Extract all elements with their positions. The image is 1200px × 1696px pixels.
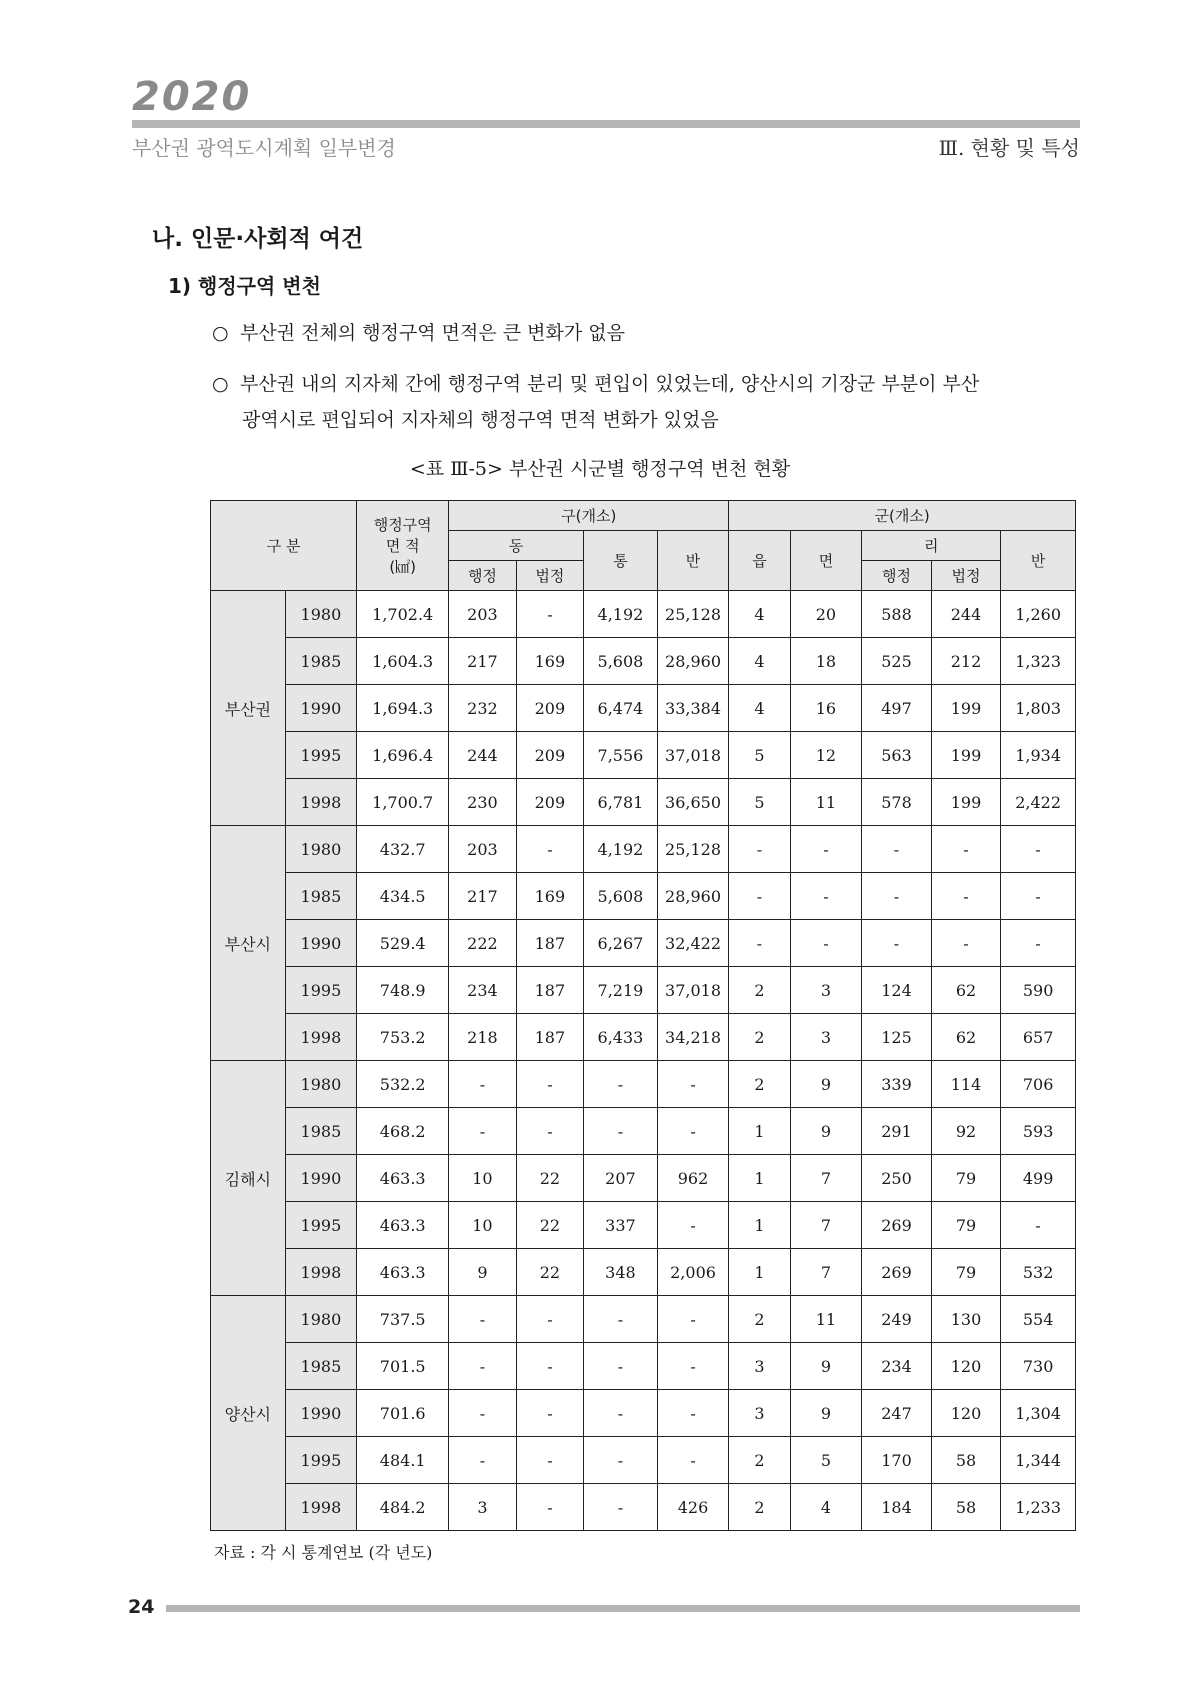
- table-cell: 32,422: [657, 920, 729, 967]
- table-cell: -: [516, 826, 583, 873]
- table-cell: -: [790, 920, 862, 967]
- table-row: [211, 1249, 1076, 1296]
- table-cell: 4: [729, 685, 790, 732]
- table-cell: 432.7: [357, 826, 449, 873]
- table-cell: -: [729, 873, 790, 920]
- chapter-title: Ⅲ. 현황 및 특성: [938, 136, 1080, 160]
- bullet-item: [212, 318, 625, 345]
- table-row: [211, 1437, 1076, 1484]
- table-cell: 58: [931, 1437, 1001, 1484]
- table-cell: 588: [862, 591, 932, 638]
- table-row: [211, 826, 1076, 873]
- table-cell: 2: [729, 967, 790, 1014]
- table-cell: 2: [729, 1437, 790, 1484]
- table-cell: 209: [516, 685, 583, 732]
- header-gun: 군(개소): [729, 501, 1076, 531]
- table-cell: 22: [516, 1202, 583, 1249]
- table-cell: 426: [657, 1484, 729, 1531]
- table-cell: 563: [862, 732, 932, 779]
- table-row: [211, 1296, 1076, 1343]
- table-cell: 244: [931, 591, 1001, 638]
- table-cell: 79: [931, 1249, 1001, 1296]
- table-cell: 529.4: [357, 920, 449, 967]
- year-cell: 1995: [285, 967, 357, 1014]
- table-cell: 203: [449, 591, 516, 638]
- year-cell: 1980: [285, 1061, 357, 1108]
- table-cell: -: [729, 826, 790, 873]
- table-cell: 5: [790, 1437, 862, 1484]
- table-cell: 497: [862, 685, 932, 732]
- table-cell: 184: [862, 1484, 932, 1531]
- bullet-item: [212, 366, 1080, 438]
- year-cell: 1990: [285, 685, 357, 732]
- table-cell: 209: [516, 779, 583, 826]
- table-cell: 187: [516, 920, 583, 967]
- table-cell: -: [516, 1390, 583, 1437]
- table-cell: 730: [1001, 1343, 1076, 1390]
- header-ban: 반: [657, 531, 729, 591]
- table-cell: -: [931, 826, 1001, 873]
- table-row: [211, 638, 1076, 685]
- table-cell: -: [584, 1108, 658, 1155]
- table-cell: 484.2: [357, 1484, 449, 1531]
- table-cell: 532: [1001, 1249, 1076, 1296]
- header-dong-beopjeong: 법정: [516, 561, 583, 591]
- table-cell: 590: [1001, 967, 1076, 1014]
- table-cell: 62: [931, 1014, 1001, 1061]
- table-row: [211, 591, 1076, 638]
- table-cell: 1,304: [1001, 1390, 1076, 1437]
- table-cell: 33,384: [657, 685, 729, 732]
- table-cell: -: [790, 873, 862, 920]
- table-source: 자료 : 각 시 통계연보 (각 년도): [214, 1543, 433, 1562]
- header-ri: 리: [862, 531, 1001, 561]
- table-cell: -: [584, 1296, 658, 1343]
- table-cell: -: [657, 1437, 729, 1484]
- table-cell: 1,700.7: [357, 779, 449, 826]
- table-cell: 36,650: [657, 779, 729, 826]
- table-cell: 578: [862, 779, 932, 826]
- year-cell: 1985: [285, 1343, 357, 1390]
- group-label: 부산권: [211, 591, 286, 826]
- header-dong-haengjeong: 행정: [449, 561, 516, 591]
- table-cell: 187: [516, 1014, 583, 1061]
- table-cell: 1,604.3: [357, 638, 449, 685]
- table-cell: -: [1001, 1202, 1076, 1249]
- table-cell: -: [449, 1061, 516, 1108]
- table-cell: 701.5: [357, 1343, 449, 1390]
- table-cell: 9: [790, 1061, 862, 1108]
- table-cell: 169: [516, 638, 583, 685]
- table-cell: 169: [516, 873, 583, 920]
- table-cell: -: [1001, 873, 1076, 920]
- table-cell: 10: [449, 1155, 516, 1202]
- table-cell: 7,219: [584, 967, 658, 1014]
- table-cell: 463.3: [357, 1249, 449, 1296]
- table-cell: 18: [790, 638, 862, 685]
- header-dong: 동: [449, 531, 584, 561]
- table-cell: 9: [790, 1108, 862, 1155]
- table-cell: 748.9: [357, 967, 449, 1014]
- table-cell: 207: [584, 1155, 658, 1202]
- table-cell: 525: [862, 638, 932, 685]
- table-cell: 58: [931, 1484, 1001, 1531]
- table-cell: 22: [516, 1155, 583, 1202]
- year-cell: 1985: [285, 873, 357, 920]
- table-cell: 20: [790, 591, 862, 638]
- table-cell: 79: [931, 1155, 1001, 1202]
- table-cell: 269: [862, 1249, 932, 1296]
- bullet-circle-icon: ○: [212, 373, 229, 395]
- table-cell: 554: [1001, 1296, 1076, 1343]
- table-row: [211, 1155, 1076, 1202]
- table-cell: 232: [449, 685, 516, 732]
- admin-district-table: [210, 500, 1076, 1531]
- bullet-text: 부산권 전체의 행정구역 면적은 큰 변화가 없음: [240, 322, 625, 344]
- table-cell: 1,696.4: [357, 732, 449, 779]
- header-ri-beopjeong: 법정: [931, 561, 1001, 591]
- table-cell: 1,934: [1001, 732, 1076, 779]
- header-tong: 통: [584, 531, 658, 591]
- table-cell: 5,608: [584, 638, 658, 685]
- header-ri-haengjeong: 행정: [862, 561, 932, 591]
- table-row: [211, 1108, 1076, 1155]
- table-cell: 92: [931, 1108, 1001, 1155]
- table-cell: 701.6: [357, 1390, 449, 1437]
- table-row: [211, 1014, 1076, 1061]
- table-cell: 1,344: [1001, 1437, 1076, 1484]
- table-cell: 25,128: [657, 826, 729, 873]
- table-cell: -: [1001, 920, 1076, 967]
- header-area-line2: 면 적: [385, 537, 420, 555]
- table-cell: 247: [862, 1390, 932, 1437]
- header-area-unit: (㎢): [389, 558, 417, 576]
- table-cell: -: [862, 873, 932, 920]
- table-cell: 593: [1001, 1108, 1076, 1155]
- table-cell: 244: [449, 732, 516, 779]
- table-cell: 2: [729, 1484, 790, 1531]
- table-cell: 1,260: [1001, 591, 1076, 638]
- table-cell: 337: [584, 1202, 658, 1249]
- table-cell: 1,233: [1001, 1484, 1076, 1531]
- table-cell: 4,192: [584, 591, 658, 638]
- table-cell: 170: [862, 1437, 932, 1484]
- year-cell: 1995: [285, 1437, 357, 1484]
- year-cell: 1980: [285, 1296, 357, 1343]
- table-cell: -: [931, 920, 1001, 967]
- table-cell: 230: [449, 779, 516, 826]
- table-cell: 209: [516, 732, 583, 779]
- document-title: 부산권 광역도시계획 일부변경: [132, 136, 396, 160]
- table-cell: -: [729, 920, 790, 967]
- header-gubun: 구 분: [211, 501, 357, 591]
- subsection-heading: 1) 행정구역 변천: [168, 274, 321, 298]
- table-cell: 1: [729, 1202, 790, 1249]
- table-cell: 4,192: [584, 826, 658, 873]
- table-cell: 1: [729, 1108, 790, 1155]
- table-cell: 250: [862, 1155, 932, 1202]
- table-cell: 1,803: [1001, 685, 1076, 732]
- table-cell: -: [862, 826, 932, 873]
- table-cell: 348: [584, 1249, 658, 1296]
- table-cell: 7,556: [584, 732, 658, 779]
- table-cell: 1,702.4: [357, 591, 449, 638]
- table-row: [211, 873, 1076, 920]
- year-cell: 1990: [285, 1390, 357, 1437]
- table-cell: 9: [790, 1390, 862, 1437]
- table-cell: 22: [516, 1249, 583, 1296]
- table-cell: 218: [449, 1014, 516, 1061]
- table-cell: 28,960: [657, 638, 729, 685]
- bullet-circle-icon: ○: [212, 322, 229, 344]
- table-cell: 3: [729, 1343, 790, 1390]
- table-cell: -: [584, 1390, 658, 1437]
- table-cell: 962: [657, 1155, 729, 1202]
- year-cell: 1998: [285, 1484, 357, 1531]
- table-body: [211, 591, 1076, 1531]
- table-cell: 339: [862, 1061, 932, 1108]
- table-cell: 217: [449, 638, 516, 685]
- table-cell: 3: [449, 1484, 516, 1531]
- table-cell: -: [790, 826, 862, 873]
- year-cell: 1980: [285, 591, 357, 638]
- table-cell: 16: [790, 685, 862, 732]
- table-cell: 249: [862, 1296, 932, 1343]
- group-label: 김해시: [211, 1061, 286, 1296]
- table-cell: 222: [449, 920, 516, 967]
- year-cell: 1980: [285, 826, 357, 873]
- table-cell: 4: [729, 591, 790, 638]
- table-cell: 9: [790, 1343, 862, 1390]
- table-cell: 6,781: [584, 779, 658, 826]
- table-cell: 7: [790, 1202, 862, 1249]
- table-cell: -: [516, 1296, 583, 1343]
- table-cell: -: [584, 1484, 658, 1531]
- table-cell: -: [1001, 826, 1076, 873]
- table-cell: -: [931, 873, 1001, 920]
- table-cell: 234: [862, 1343, 932, 1390]
- header-myeon: 면: [790, 531, 862, 591]
- table-row: [211, 1202, 1076, 1249]
- table-cell: 5: [729, 732, 790, 779]
- table-cell: 753.2: [357, 1014, 449, 1061]
- table-cell: 6,433: [584, 1014, 658, 1061]
- table-cell: 2,422: [1001, 779, 1076, 826]
- table-cell: 3: [729, 1390, 790, 1437]
- table-row: [211, 967, 1076, 1014]
- table-cell: 114: [931, 1061, 1001, 1108]
- table-cell: 2: [729, 1014, 790, 1061]
- table-cell: 11: [790, 779, 862, 826]
- year-cell: 1985: [285, 638, 357, 685]
- table-cell: 199: [931, 685, 1001, 732]
- table-cell: 37,018: [657, 732, 729, 779]
- table-cell: -: [657, 1061, 729, 1108]
- table-row: [211, 732, 1076, 779]
- table-cell: 1: [729, 1155, 790, 1202]
- table-cell: 6,474: [584, 685, 658, 732]
- table-cell: -: [516, 1108, 583, 1155]
- table-row: [211, 1484, 1076, 1531]
- table-cell: 9: [449, 1249, 516, 1296]
- table-cell: 125: [862, 1014, 932, 1061]
- table-cell: -: [657, 1343, 729, 1390]
- table-cell: -: [449, 1296, 516, 1343]
- table-cell: -: [449, 1108, 516, 1155]
- year-cell: 1990: [285, 920, 357, 967]
- year-cell: 1990: [285, 1155, 357, 1202]
- table-cell: -: [584, 1437, 658, 1484]
- table-cell: -: [516, 1437, 583, 1484]
- table-cell: 120: [931, 1390, 1001, 1437]
- year-cell: 1985: [285, 1108, 357, 1155]
- table-cell: 199: [931, 732, 1001, 779]
- year-cell: 1995: [285, 732, 357, 779]
- table-cell: -: [449, 1390, 516, 1437]
- table-cell: 6,267: [584, 920, 658, 967]
- table-cell: -: [584, 1343, 658, 1390]
- year-cell: 1995: [285, 1202, 357, 1249]
- table-cell: 463.3: [357, 1155, 449, 1202]
- table-cell: -: [449, 1343, 516, 1390]
- table-cell: -: [862, 920, 932, 967]
- table-cell: -: [449, 1437, 516, 1484]
- table-cell: 10: [449, 1202, 516, 1249]
- table-row: [211, 685, 1076, 732]
- table-cell: 1,694.3: [357, 685, 449, 732]
- header-area: [357, 501, 449, 591]
- header-eup: 읍: [729, 531, 790, 591]
- table-cell: 217: [449, 873, 516, 920]
- table-row: [211, 1061, 1076, 1108]
- table-cell: -: [657, 1390, 729, 1437]
- page-number: 24: [128, 1596, 155, 1618]
- year-cell: 1998: [285, 1014, 357, 1061]
- table-cell: 11: [790, 1296, 862, 1343]
- table-cell: 7: [790, 1155, 862, 1202]
- table-cell: 12: [790, 732, 862, 779]
- table-cell: 4: [729, 638, 790, 685]
- table-cell: 1,323: [1001, 638, 1076, 685]
- table-cell: -: [657, 1202, 729, 1249]
- table-cell: 706: [1001, 1061, 1076, 1108]
- group-label: 양산시: [211, 1296, 286, 1531]
- table-cell: 212: [931, 638, 1001, 685]
- table-row: [211, 1343, 1076, 1390]
- table-cell: 269: [862, 1202, 932, 1249]
- table-cell: 37,018: [657, 967, 729, 1014]
- table-cell: 484.1: [357, 1437, 449, 1484]
- table-cell: 25,128: [657, 591, 729, 638]
- bullet-text: 부산권 내의 지자체 간에 행정구역 분리 및 편입이 있었는데, 양산시의 기장군 부분이 부산: [240, 373, 980, 395]
- table-cell: 2: [729, 1061, 790, 1108]
- table-row: [211, 779, 1076, 826]
- table-cell: 120: [931, 1343, 1001, 1390]
- table-cell: 2: [729, 1296, 790, 1343]
- table-cell: 657: [1001, 1014, 1076, 1061]
- footer-rule: [166, 1605, 1080, 1612]
- table-cell: 468.2: [357, 1108, 449, 1155]
- table-cell: -: [516, 1061, 583, 1108]
- bullet-text-continued: 광역시로 편입되어 지자체의 행정구역 면적 변화가 있었음: [242, 409, 719, 431]
- table-cell: 291: [862, 1108, 932, 1155]
- table-cell: 499: [1001, 1155, 1076, 1202]
- table-cell: 28,960: [657, 873, 729, 920]
- group-label: 부산시: [211, 826, 286, 1061]
- table-cell: 7: [790, 1249, 862, 1296]
- header-gu: 구(개소): [449, 501, 729, 531]
- table-cell: -: [516, 591, 583, 638]
- table-cell: 187: [516, 967, 583, 1014]
- table-cell: 532.2: [357, 1061, 449, 1108]
- table-cell: -: [584, 1061, 658, 1108]
- table-cell: 463.3: [357, 1202, 449, 1249]
- table-cell: 3: [790, 967, 862, 1014]
- table-caption: <표 Ⅲ-5> 부산권 시군별 행정구역 변천 현황: [409, 458, 791, 480]
- table-cell: -: [516, 1484, 583, 1531]
- table-row: [211, 1390, 1076, 1437]
- table-cell: 2,006: [657, 1249, 729, 1296]
- table-cell: -: [516, 1343, 583, 1390]
- table-cell: 434.5: [357, 873, 449, 920]
- table-cell: 124: [862, 967, 932, 1014]
- table-cell: 5,608: [584, 873, 658, 920]
- header-ban-gun: 반: [1001, 531, 1076, 591]
- table-cell: 234: [449, 967, 516, 1014]
- year-cell: 1998: [285, 779, 357, 826]
- year-cell: 1998: [285, 1249, 357, 1296]
- table-cell: 5: [729, 779, 790, 826]
- table-cell: 79: [931, 1202, 1001, 1249]
- table-cell: 62: [931, 967, 1001, 1014]
- table-cell: 34,218: [657, 1014, 729, 1061]
- table-cell: 203: [449, 826, 516, 873]
- table-cell: 130: [931, 1296, 1001, 1343]
- table-cell: 4: [790, 1484, 862, 1531]
- header-area-line1: 행정구역: [373, 516, 432, 534]
- table-cell: 199: [931, 779, 1001, 826]
- table-row: [211, 920, 1076, 967]
- header-year: 2020: [132, 74, 252, 120]
- table-cell: 737.5: [357, 1296, 449, 1343]
- table-cell: -: [657, 1108, 729, 1155]
- section-heading: 나. 인문·사회적 여건: [152, 226, 364, 252]
- table-cell: 1: [729, 1249, 790, 1296]
- table-cell: -: [657, 1296, 729, 1343]
- header-rule: [132, 120, 1080, 128]
- table-cell: 3: [790, 1014, 862, 1061]
